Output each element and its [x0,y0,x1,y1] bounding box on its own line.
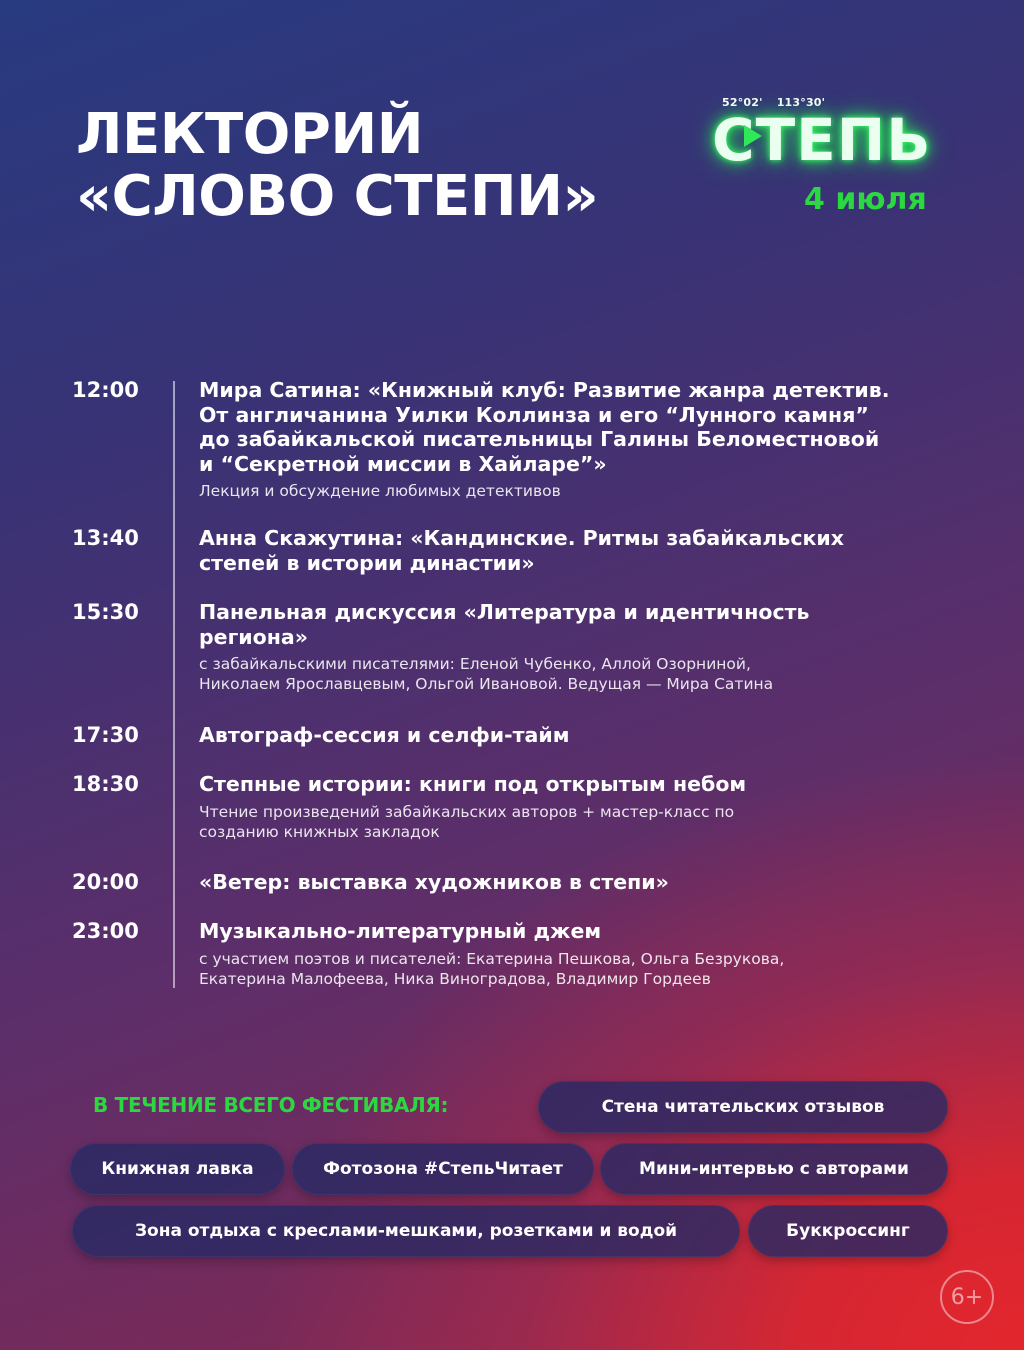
pill-bookcrossing: Буккроссинг [748,1205,948,1257]
event-title [199,919,969,944]
schedule-event [199,526,969,575]
event-title-line: степей в истории династии» [199,550,535,575]
title-line-1: ЛЕКТОРИЙ [76,102,424,167]
coord-latitude: 52°02' [722,96,763,109]
event-title [199,772,969,797]
schedule-time: 17:30 [72,723,139,747]
event-title-line: и “Секретной миссии в Хайларе”» [199,451,607,476]
event-title-line: Автограф-сессия и селфи-тайм [199,723,570,747]
event-title-line: Степные истории: книги под открытым небом [199,772,747,796]
steppe-logo [712,94,962,224]
schedule-time: 18:30 [72,772,139,796]
play-icon [744,125,762,147]
event-description [199,654,969,694]
schedule-time: 15:30 [72,600,139,624]
event-desc-line: Лекция и обсуждение любимых детективов [199,482,561,500]
event-desc-line: Екатерина Малофеева, Ника Виноградова, Владимир Гордеев [199,969,711,988]
event-description [199,949,969,989]
event-desc-line: с забайкальскими писателями: Еленой Чубенко, Аллой Озорниной, [199,655,751,673]
event-title [199,600,969,649]
schedule-event [199,772,969,842]
schedule-event [199,870,969,895]
schedule-time: 20:00 [72,870,139,894]
pill-mini-interviews: Мини-интервью с авторами [600,1143,948,1195]
event-date: 4 июля [804,182,927,217]
event-title [199,526,969,575]
event-title-line: региона» [199,624,308,649]
schedule-time: 23:00 [72,919,139,943]
event-title-line: От англичанина Уилки Коллинза и его “Лунного камня” [199,402,869,427]
event-desc-line: Николаем Ярославцевым, Ольгой Ивановой. Ведущая — Мира Сатина [199,675,774,693]
event-title-line: Анна Скажутина: «Кандинские. Ритмы забайкальских [199,526,844,550]
festival-label: В ТЕЧЕНИЕ ВСЕГО ФЕСТИВАЛЯ: [93,1093,449,1117]
schedule-event [199,378,969,501]
coord-longitude: 113°30' [776,96,826,109]
event-description [199,481,969,501]
event-title-line: Музыкально-литературный джем [199,919,602,943]
event-title-line: до забайкальской писательницы Галины Беломестновой [199,427,880,451]
title-line-2: «СЛОВО СТЕПИ» [76,164,599,229]
timeline-divider [173,381,175,988]
event-title [199,378,969,476]
age-rating-badge: 6+ [940,1270,994,1324]
pill-book-shop: Книжная лавка [70,1143,285,1195]
event-title-line: Панельная дискуссия «Литература и идентичность [199,600,810,624]
schedule-time: 13:40 [72,526,139,550]
schedule-event [199,919,969,989]
event-title [199,870,969,895]
schedule-event [199,723,969,748]
schedule-time: 12:00 [72,378,139,402]
pill-reader-reviews-wall: Стена читательских отзывов [538,1081,948,1133]
event-desc-line: созданию книжных закладок [199,822,440,841]
event-description [199,802,969,842]
event-desc-line: Чтение произведений забайкальских авторов + мастер-класс по [199,802,735,821]
pill-photo-zone: Фотозона #СтепьЧитает [292,1143,594,1195]
event-desc-line: с участием поэтов и писателей: Екатерина Пешкова, Ольга Безрукова, [199,949,785,968]
page-title [76,104,598,228]
schedule-event [199,600,969,694]
logo-word: СТЕПЬ [712,106,932,174]
event-title-line: «Ветер: выставка художников в степи» [199,870,669,894]
event-title [199,723,969,748]
event-title-line: Мира Сатина: «Книжный клуб: Развитие жанра детектив. [199,378,890,402]
pill-rest-zone: Зона отдыха с креслами-мешками, розетками и водой [72,1205,740,1257]
